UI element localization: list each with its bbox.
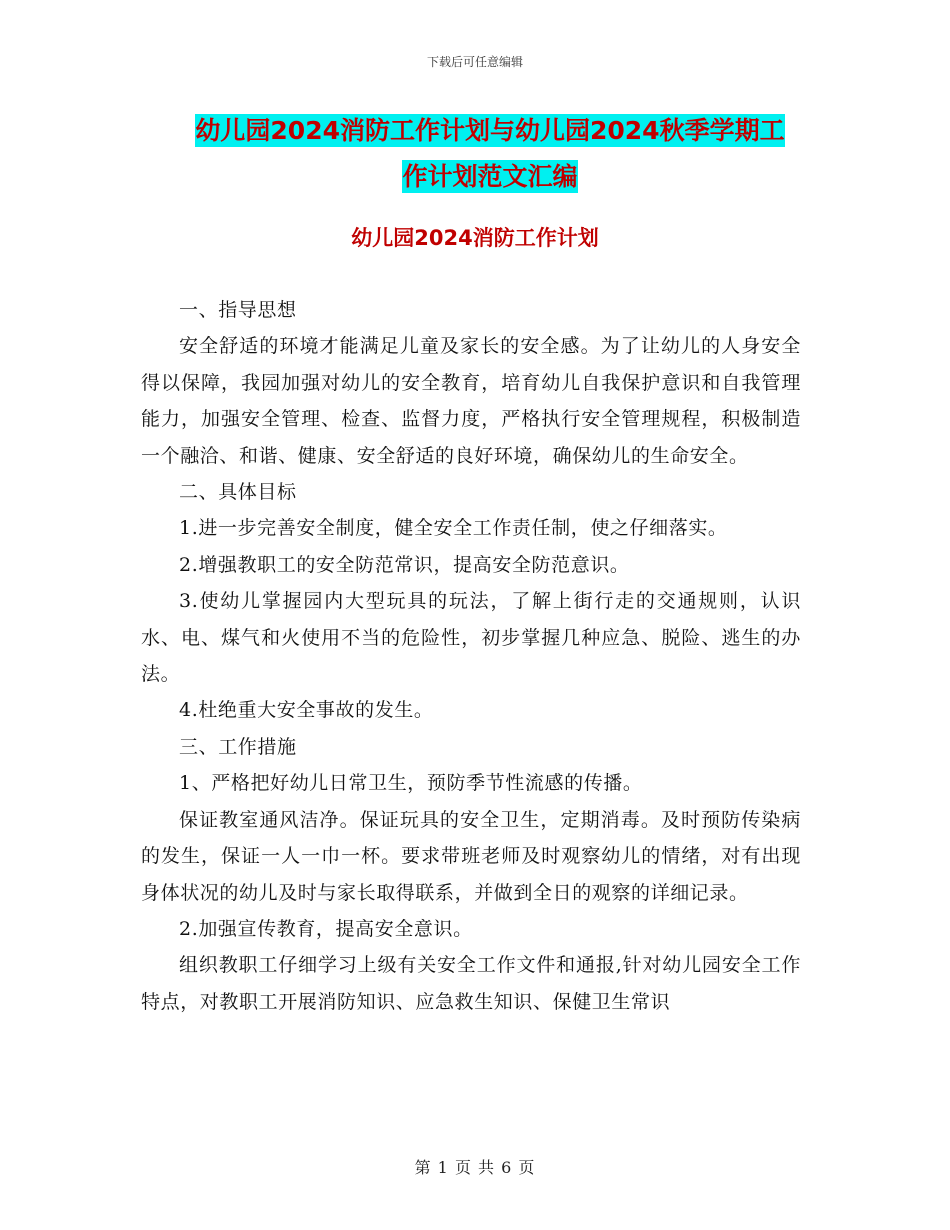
- page-footer: 第 1 页 共 6 页: [414, 1158, 536, 1177]
- title-line-1: 幼儿园2024消防工作计划与幼儿园2024秋季学期工: [195, 116, 785, 145]
- paragraph: 2.增强教职工的安全防范常识，提高安全防范意识。: [179, 553, 630, 576]
- paragraph: 4.杜绝重大安全事故的发生。: [179, 699, 434, 722]
- paragraph: 1、严格把好幼儿日常卫生，预防季节性流感的传播。: [179, 772, 643, 795]
- paragraph: 1.进一步完善安全制度，健全安全工作责任制，使之仔细落实。: [179, 517, 728, 540]
- paragraph: 安全舒适的环境才能满足儿童及家长的安全感。为了让幼儿的人身安全得以保障，我园加强对幼儿的安全教育，培育幼儿自我保护意识和自我管理能力，加强安全管理、检查、监督力度，严格执行安全管理规程，积极制造一个融洽、和谐、健康、安全舒适的良好环境，确保幼儿的生命安全。: [141, 335, 801, 467]
- paragraph: 二、具体目标: [179, 481, 297, 504]
- paragraph: 2.加强宣传教育，提高安全意识。: [179, 917, 473, 940]
- header-note: 下载后可任意编辑: [426, 55, 523, 69]
- paragraph: 3.使幼儿掌握园内大型玩具的玩法，了解上街行走的交通规则，认识水、电、煤气和火使用不当的危险性，初步掌握几种应急、脱险、逃生的办法。: [141, 590, 801, 686]
- document-body: [141, 292, 801, 1020]
- document-title: [140, 108, 840, 200]
- title-line-2: 作计划范文汇编: [402, 162, 578, 191]
- paragraph: 一、指导思想: [179, 299, 297, 321]
- paragraph: 组织教职工仔细学习上级有关安全工作文件和通报,针对幼儿园安全工作特点，对教职工开展消防知识、应急救生知识、保健卫生常识: [141, 954, 801, 1013]
- section-title: 幼儿园2024消防工作计划: [351, 226, 599, 250]
- paragraph: 保证教室通风洁净。保证玩具的安全卫生，定期消毒。及时预防传染病的发生，保证一人一巾一杯。要求带班老师及时观察幼儿的情绪，对有出现身体状况的幼儿及时与家长取得联系，并做到全日的观察的详细记录。: [141, 808, 801, 904]
- paragraph: 三、工作措施: [179, 735, 297, 758]
